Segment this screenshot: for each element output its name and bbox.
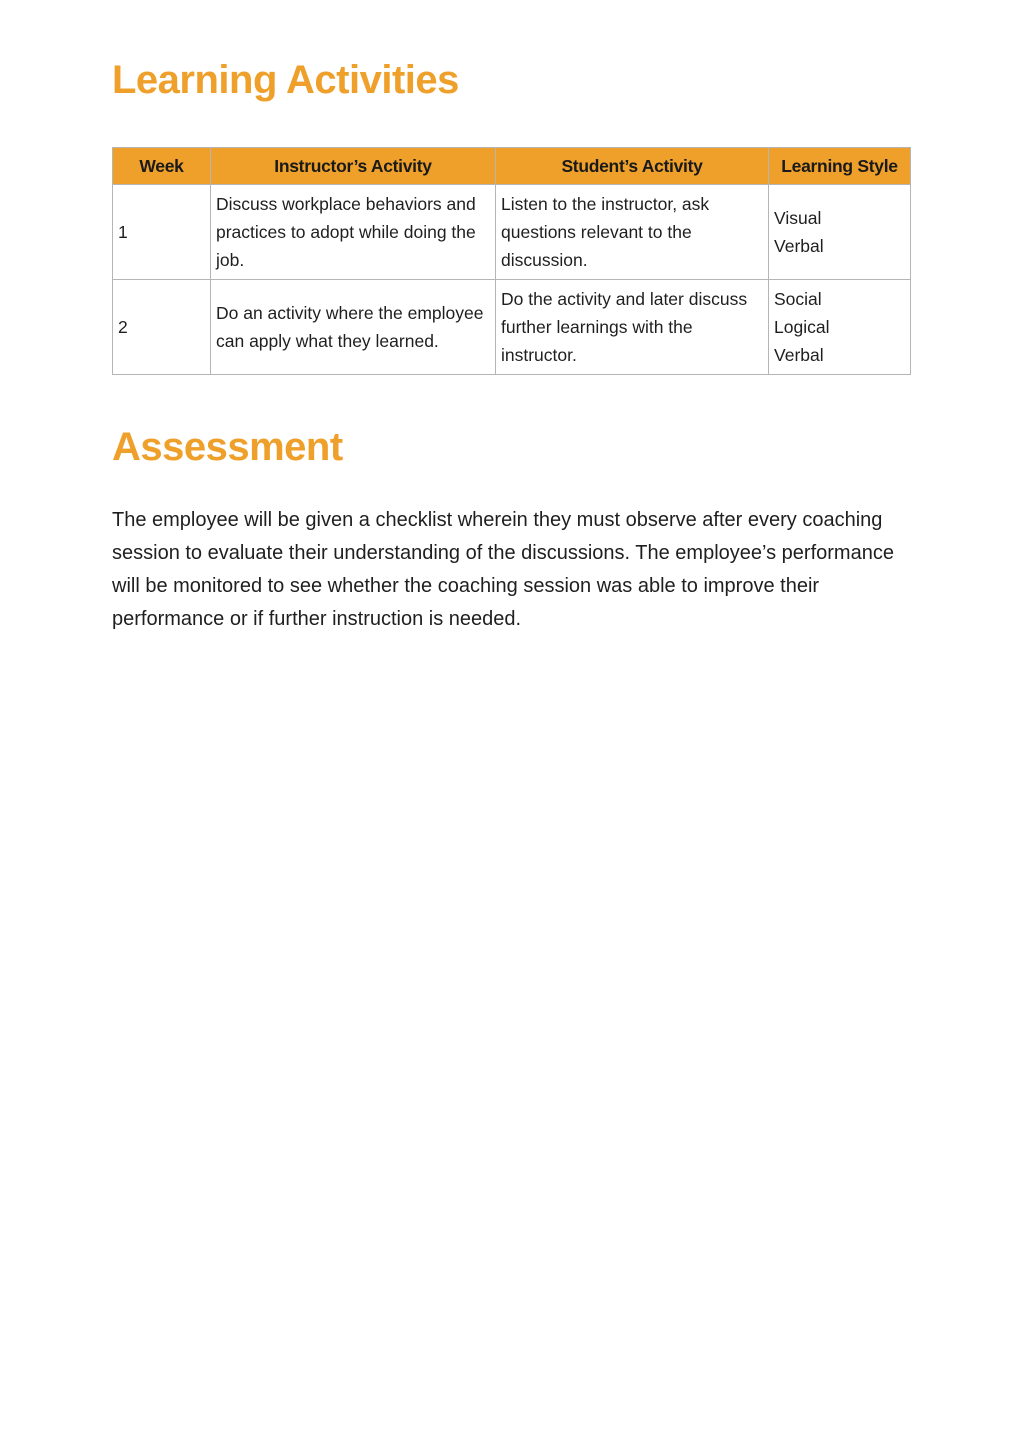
- week-cell: 2: [113, 280, 211, 375]
- learning-style-item: Verbal: [774, 345, 824, 365]
- header-instructor-activity: Instructor’s Activity: [211, 148, 496, 185]
- learning-activities-heading: Learning Activities: [112, 58, 459, 102]
- learning-activities-table: [112, 147, 911, 375]
- table-row: [113, 185, 911, 280]
- learning-style-item: Social: [774, 289, 822, 309]
- learning-style-cell: [769, 280, 911, 375]
- table-header-row: [113, 148, 911, 185]
- instructor-activity-cell: Do an activity where the employee can apply what they learned.: [211, 280, 496, 375]
- learning-style-item: Verbal: [774, 236, 824, 256]
- assessment-paragraph: The employee will be given a checklist wherein they must observe after every coaching session to evaluate their understanding of the discussions. The employee’s performance will be monitored to see whether the coaching session was able to improve their performance or if further instruction is needed.: [112, 509, 894, 630]
- learning-style-cell: [769, 185, 911, 280]
- student-activity-cell: Listen to the instructor, ask questions relevant to the discussion.: [496, 185, 769, 280]
- learning-style-item: Visual: [774, 208, 822, 228]
- assessment-heading: Assessment: [112, 425, 343, 469]
- student-activity-cell: Do the activity and later discuss further learnings with the instructor.: [496, 280, 769, 375]
- instructor-activity-cell: Discuss workplace behaviors and practices to adopt while doing the job.: [211, 185, 496, 280]
- week-cell: 1: [113, 185, 211, 280]
- header-week: Week: [113, 148, 211, 185]
- learning-style-item: Logical: [774, 317, 830, 337]
- table-row: [113, 280, 911, 375]
- header-student-activity: Student’s Activity: [496, 148, 769, 185]
- header-learning-style: Learning Style: [769, 148, 911, 185]
